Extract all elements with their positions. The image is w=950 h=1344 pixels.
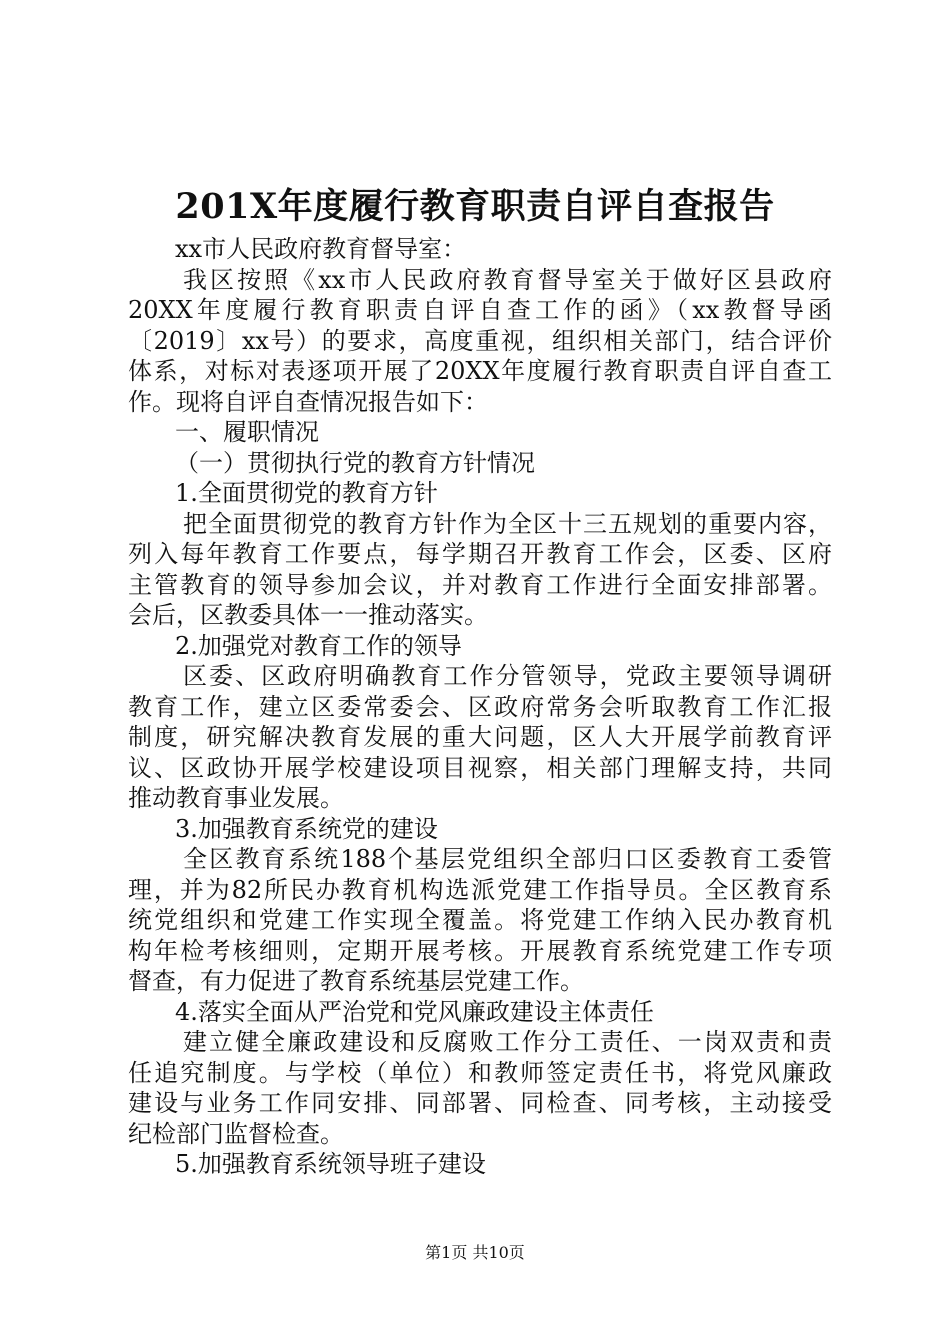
body-line: 20XX年度履行教育职责自评自查工作的函》（xx教督导函 [128,296,832,324]
body-line: 我区按照《xx市人民政府教育督导室关于做好区县政府 [183,265,832,294]
subsection-heading: （一）贯彻执行党的教育方针情况 [175,448,535,477]
body-line: 把全面贯彻党的教育方针作为全区十三五规划的重要内容， [183,509,832,538]
item-heading: 3.加强教育系统党的建设 [175,814,438,843]
page-number: 第1页 共10页 [425,1243,525,1262]
document-body [128,234,832,1180]
body-line: 构年检考核细则，定期开展考核。开展教育系统党建工作专项 [128,936,832,965]
body-line: 列入每年教育工作要点，每学期召开教育工作会，区委、区府 [128,540,832,568]
body-line: 纪检部门监督检查。 [128,1119,344,1148]
body-line: 全区教育系统188个基层党组织全部归口区委教育工委管 [183,845,832,873]
body-line: 统党组织和党建工作实现全覆盖。将党建工作纳入民办教育机 [128,906,832,934]
item-heading: 5.加强教育系统领导班子建设 [175,1150,486,1178]
body-line: 制度，研究解决教育发展的重大问题，区人大开展学前教育评 [128,723,832,751]
salutation: xx市人民政府教育督导室： [175,235,467,263]
body-line: 教育工作，建立区委常委会、区政府常务会听取教育工作汇报 [128,692,832,721]
body-line: 主管教育的领导参加会议，并对教育工作进行全面安排部署。 [128,570,832,599]
body-line: 推动教育事业发展。 [128,784,344,812]
body-line: 会后，区教委具体一一推动落实。 [128,601,488,629]
item-heading: 2.加强党对教育工作的领导 [175,631,462,660]
body-line: 理，并为82所民办教育机构选派党建工作指导员。全区教育系 [128,875,832,904]
body-line: 议、区政协开展学校建设项目视察，相关部门理解支持，共同 [128,753,832,782]
body-line: 〔2019〕xx号）的要求，高度重视，组织相关部门，结合评价 [128,326,832,355]
item-heading: 4.落实全面从严治党和党风廉政建设主体责任 [175,997,654,1026]
body-line: 建立健全廉政建设和反腐败工作分工责任、一岗双责和责 [183,1028,832,1056]
body-line: 作。现将自评自查情况报告如下： [128,387,488,416]
body-line: 建设与业务工作同安排、同部署、同检查、同考核，主动接受 [128,1089,832,1117]
item-heading: 1.全面贯彻党的教育方针 [175,479,438,507]
body-line: 体系，对标对表逐项开展了20XX年度履行教育职责自评自查工 [128,357,832,385]
body-line: 区委、区政府明确教育工作分管领导，党政主要领导调研 [183,662,832,690]
section-heading: 一、履职情况 [175,418,319,446]
body-line: 督查，有力促进了教育系统基层党建工作。 [128,967,584,995]
body-line: 任追究制度。与学校（单位）和教师签定责任书，将党风廉政 [128,1058,832,1087]
document-title: 201X年度履行教育职责自评自查报告 [175,186,775,227]
